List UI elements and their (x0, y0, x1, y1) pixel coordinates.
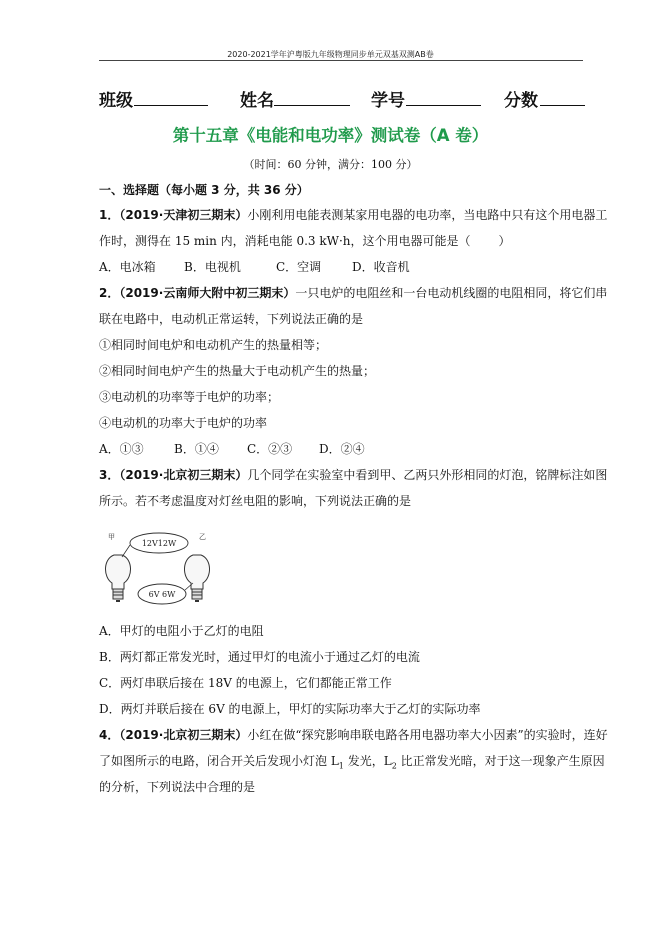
bulb-1-label: 甲 (108, 533, 115, 541)
score-blank[interactable] (540, 86, 585, 106)
q3-option-c[interactable]: C．两灯串联后接在 18V 的电源上，它们都能正常工作 (99, 676, 392, 690)
q1-option-d[interactable]: D．收音机 (352, 260, 410, 274)
q2-option-c[interactable]: C．②③ (247, 442, 293, 456)
q2-line1 (99, 285, 608, 301)
q1-source: （2019·天津初三期末） (119, 208, 248, 222)
name-label: 姓名 (240, 91, 274, 111)
q3-line2: 所示。若不考虑温度对灯丝电阻的影响，下列说法正确的是 (99, 494, 412, 508)
q2-number: 2． (99, 286, 120, 300)
q2-option-b[interactable]: B．①④ (174, 442, 219, 456)
exam-time-info: （时间：60 分钟，满分：100 分） (243, 158, 418, 171)
bulb-1-icon (105, 555, 130, 601)
page-header: 2020-2021学年沪粤版九年级物理同步单元双基双测AB卷 (227, 50, 434, 59)
q4-source: （2019·北京初三期末） (119, 728, 248, 742)
header-divider (99, 60, 583, 61)
q1-option-c[interactable]: C．空调 (276, 260, 322, 274)
class-label: 班级 (99, 91, 133, 111)
q2-statement-2: ②相同时间电炉产生的热量大于电动机产生的热量； (99, 364, 376, 378)
q1-line1 (99, 207, 608, 223)
q2-option-a[interactable]: A．①③ (99, 442, 144, 456)
q3-option-a[interactable]: A．甲灯的电阻小于乙灯的电阻 (99, 624, 264, 638)
bulb-2-label: 乙 (199, 533, 206, 541)
student-id-blank[interactable] (406, 86, 481, 106)
q2-line2: 联在电路中，电动机正常运转，下列说法正确的是 (99, 312, 364, 326)
section-heading: 一、选择题（每小题 3 分，共 36 分） (99, 183, 309, 197)
q2-text: 一只电炉的电阻丝和一台电动机线圈的电阻相同，将它们串 (295, 286, 608, 300)
score-label: 分数 (504, 91, 538, 111)
q2-option-d[interactable]: D．②④ (319, 442, 365, 456)
q4-line1 (99, 727, 608, 743)
q3-source: （2019·北京初三期末） (119, 468, 248, 482)
q2-statement-4: ④电动机的功率大于电炉的功率 (99, 416, 268, 430)
q1-text: 小刚利用电能表测某家用电器的电功率，当电路中只有这个用电器工 (247, 208, 608, 222)
q3-text: 几个同学在实验室中看到甲、乙两只外形相同的灯泡，铭牌标注如图 (247, 468, 608, 482)
q3-option-b[interactable]: B．两灯都正常发光时，通过甲灯的电流小于通过乙灯的电流 (99, 650, 420, 664)
q3-line1 (99, 467, 608, 483)
q2-options (99, 441, 586, 457)
student-info-row (99, 86, 585, 111)
bulb-nameplate-figure (99, 527, 221, 615)
bulb-2-icon (184, 555, 209, 601)
q1-line2: 作时，测得在 15 min 内，消耗电能 0.3 kW·h，这个用电器可能是（ ） (99, 234, 511, 248)
q2-statement-3: ③电动机的功率等于电炉的功率； (99, 390, 280, 404)
q4-text: 小红在做“探究影响串联电路各用电器功率大小因素”的实验时，连好 (247, 728, 608, 742)
q1-option-b[interactable]: B．电视机 (184, 260, 241, 274)
page-title: 第十五章《电能和电功率》测试卷（A 卷） (172, 126, 489, 145)
q4-line2: 了如图所示的电路，闭合开关后发现小灯泡 $L_1$ 发光，$L_2$ 比正常发光暗，对于这一现象产生原因 (99, 754, 605, 771)
q4-number: 4． (99, 728, 120, 742)
q3-number: 3． (99, 468, 120, 482)
nameplate-1-text: 12V12W (141, 539, 177, 548)
student-id-label: 学号 (371, 91, 405, 111)
q3-option-d[interactable]: D．两灯并联后接在 6V 的电源上，甲灯的实际功率大于乙灯的实际功率 (99, 702, 481, 716)
q4-line3: 的分析，下列说法中合理的是 (99, 780, 256, 794)
q2-statement-1: ①相同时间电炉和电动机产生的热量相等； (99, 338, 328, 352)
q2-source: （2019·云南师大附中初三期末） (119, 286, 296, 300)
class-blank[interactable] (134, 86, 208, 106)
q1-option-a[interactable]: A．电冰箱 (99, 260, 156, 274)
name-blank[interactable] (274, 86, 350, 106)
q1-number: 1． (99, 208, 120, 222)
q1-options (99, 259, 586, 275)
nameplate-2-text: 6V 6W (148, 590, 176, 599)
